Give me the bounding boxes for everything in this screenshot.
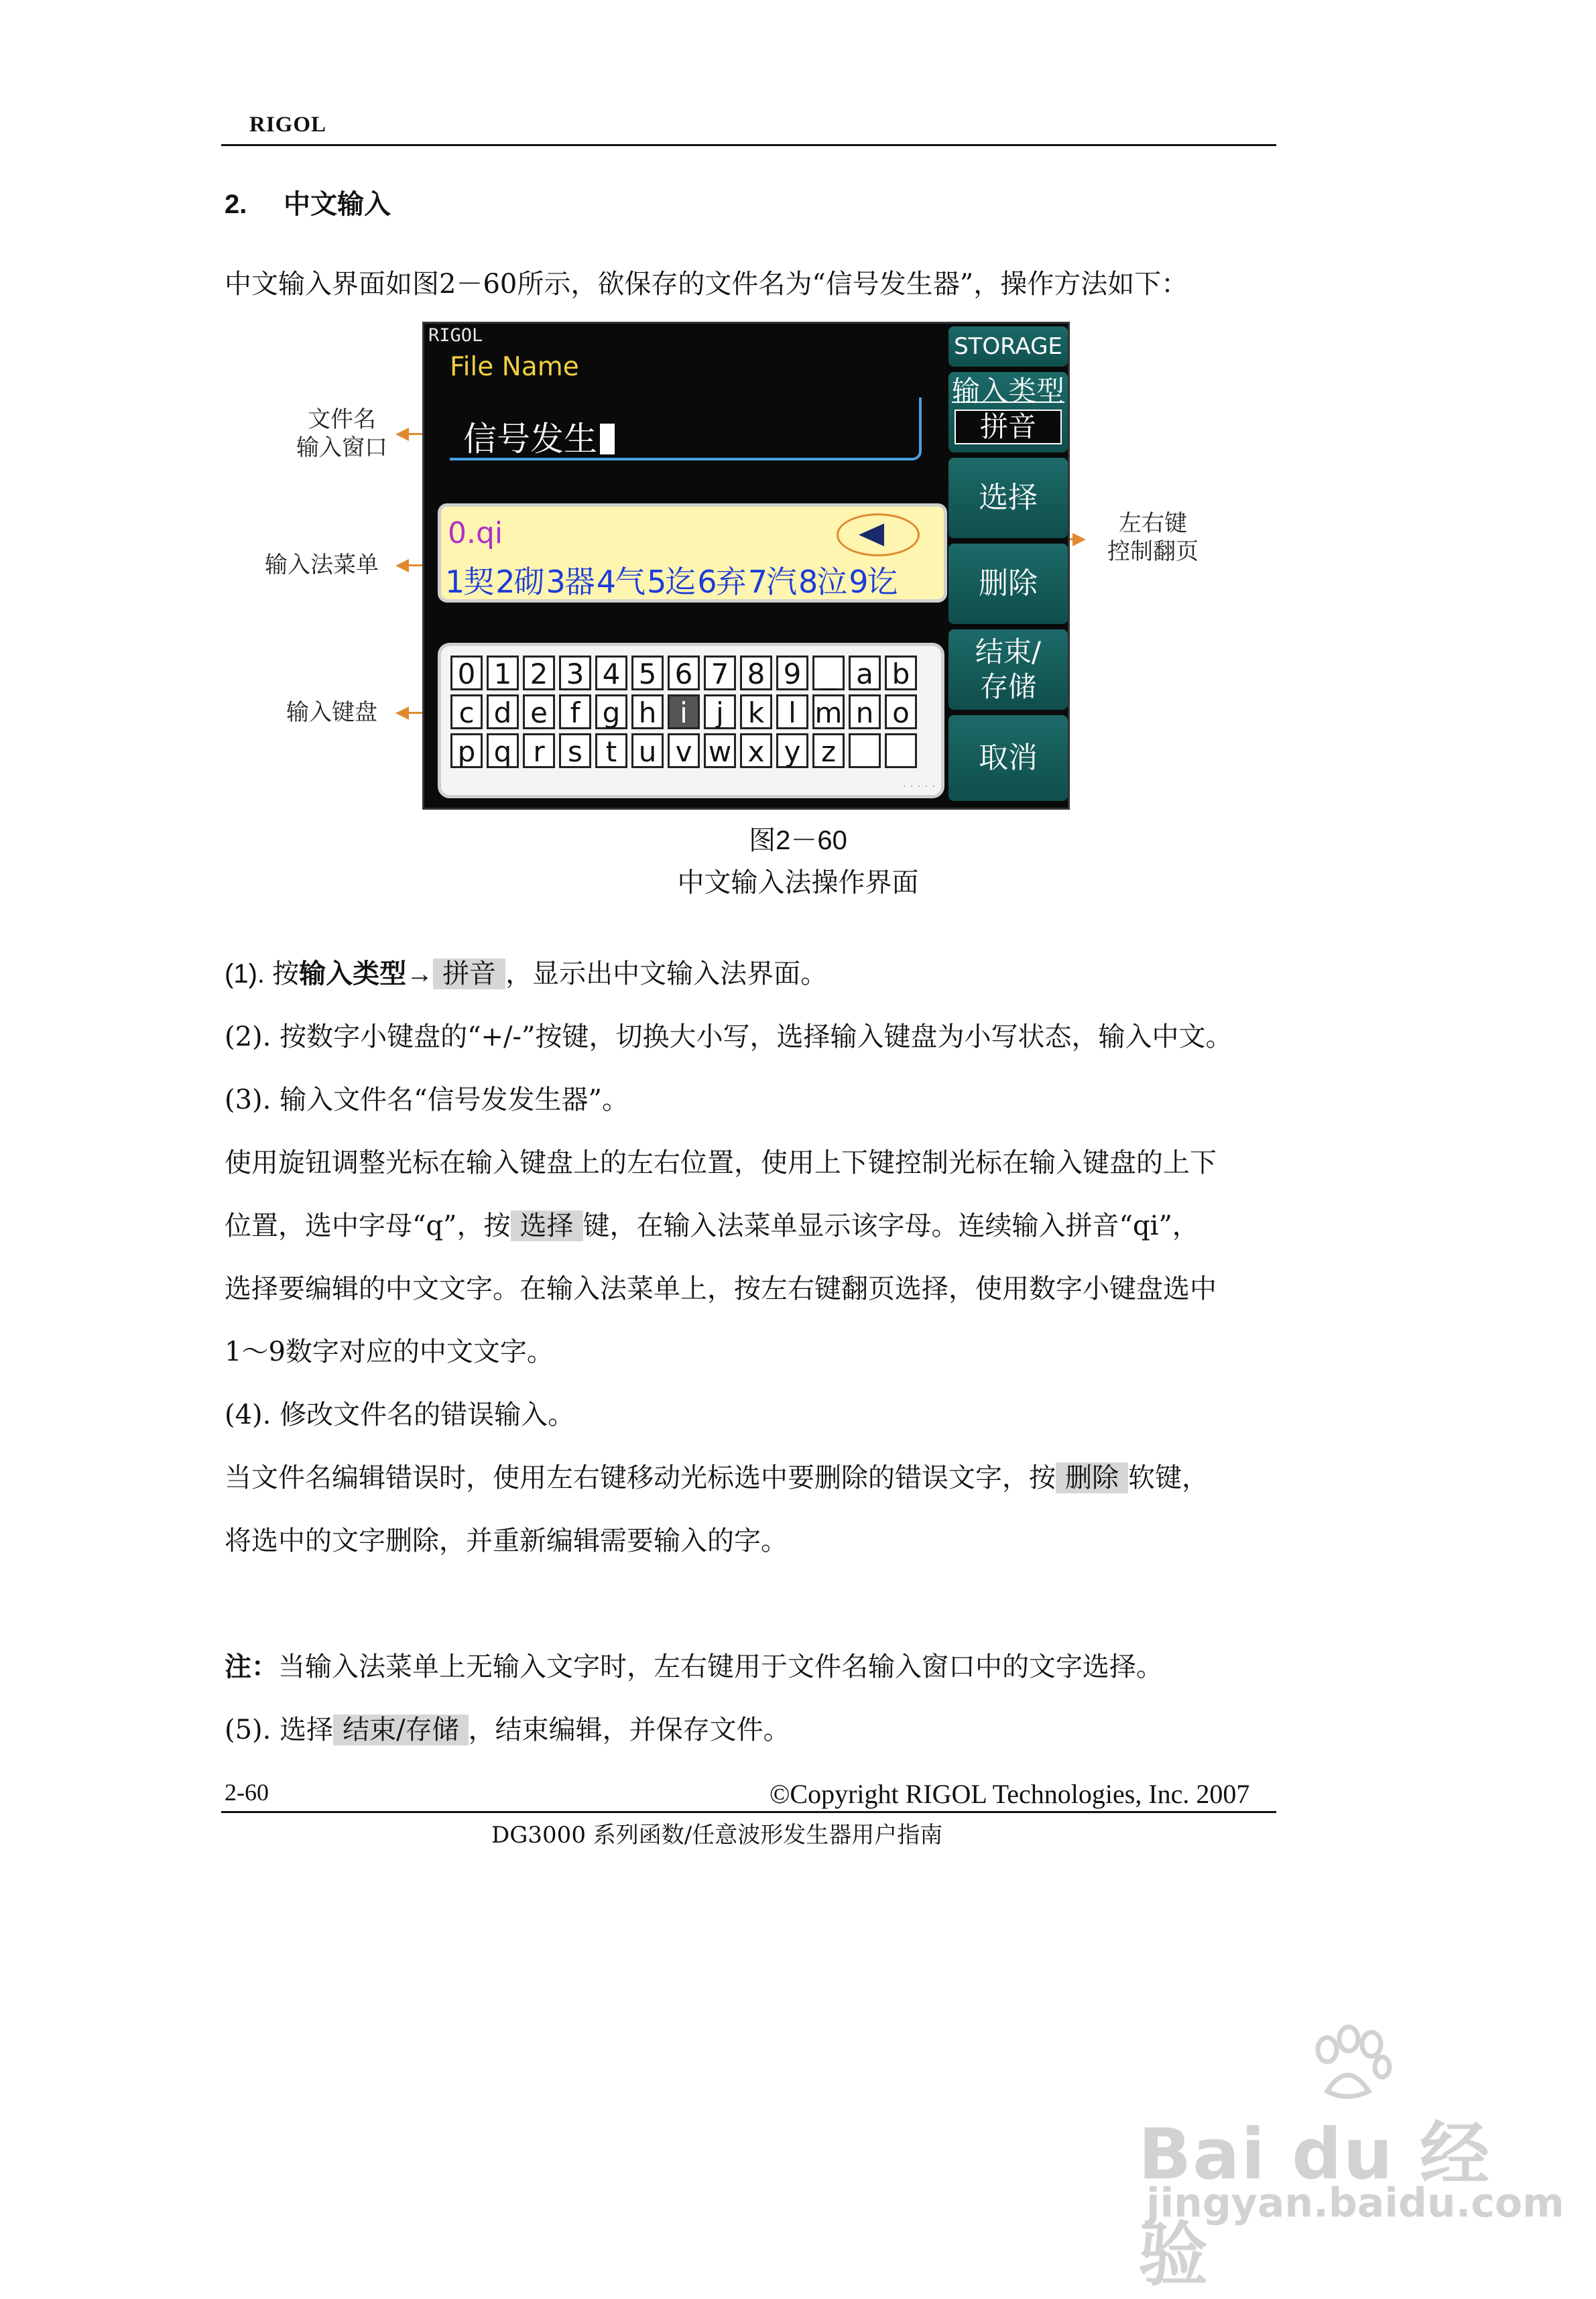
callout-input-menu: 输入法菜单 xyxy=(265,552,379,578)
keyboard-key[interactable]: 2 xyxy=(523,656,555,690)
keyboard-key[interactable]: y xyxy=(776,733,808,768)
keyboard-key[interactable]: c xyxy=(450,694,483,729)
keyboard-key[interactable]: t xyxy=(595,733,627,768)
keyboard-key[interactable]: e xyxy=(523,694,555,729)
arrow-right-icon: → xyxy=(406,959,434,989)
candidate[interactable]: 4气 xyxy=(596,564,645,600)
note-label: 注： xyxy=(225,1651,278,1682)
keyboard-key[interactable]: n xyxy=(849,694,881,729)
storage-menu-title: STORAGE xyxy=(948,326,1068,367)
input-type-softkey[interactable] xyxy=(948,372,1068,452)
candidate[interactable]: 6弃 xyxy=(697,564,745,600)
header-rule xyxy=(221,144,1276,146)
keyboard-key[interactable]: l xyxy=(776,694,808,729)
figure-number: 图2－60 xyxy=(749,826,847,855)
keyboard-key[interactable]: j xyxy=(704,694,736,729)
keyboard-key[interactable]: x xyxy=(740,733,772,768)
keyboard-key[interactable]: p xyxy=(450,733,483,768)
step-4-para-2: 将选中的文字删除，并重新编辑需要输入的字。 xyxy=(225,1526,788,1556)
manual-title: DG3000 系列函数/任意波形发生器用户指南 xyxy=(491,1822,943,1849)
step-5-suffix: ，结束编辑，并保存文件。 xyxy=(468,1715,790,1745)
input-keyboard xyxy=(438,643,944,798)
keyboard-dots: · · · · · xyxy=(902,782,936,792)
keyboard-key[interactable]: 1 xyxy=(487,656,519,690)
page-arrow-highlight xyxy=(837,513,920,556)
keyboard-key-blank[interactable] xyxy=(885,733,917,768)
softkey-column xyxy=(946,324,1070,808)
keyboard-key[interactable]: r xyxy=(523,733,555,768)
keyboard-key[interactable]: i xyxy=(668,694,700,729)
file-name-input-window[interactable] xyxy=(450,397,922,460)
step-4: (4). 修改文件名的错误输入。 xyxy=(225,1400,575,1430)
key-select: 选择 xyxy=(511,1210,583,1241)
step-4-para-1-suffix: 软键， xyxy=(1128,1463,1209,1493)
candidate[interactable]: 2砌 xyxy=(495,564,544,600)
keyboard-key[interactable]: a xyxy=(849,656,881,690)
keyboard-key[interactable]: g xyxy=(595,694,627,729)
candidate-list xyxy=(445,558,900,602)
keyboard-key[interactable]: v xyxy=(668,733,700,768)
keyboard-key[interactable]: 8 xyxy=(740,656,772,690)
candidate[interactable]: 9讫 xyxy=(849,564,897,600)
watermark-brand: Bai du 经验 xyxy=(1138,2113,1491,2296)
file-name-label: File Name xyxy=(450,352,579,382)
note xyxy=(225,1650,1163,1684)
keyboard-key[interactable]: o xyxy=(885,694,917,729)
step-4-para-1 xyxy=(225,1461,1209,1495)
keyboard-row xyxy=(450,733,917,768)
input-type-label: 输入类型 xyxy=(951,375,1064,408)
screen-logo: RIGOL xyxy=(428,325,483,346)
page-number: 2-60 xyxy=(225,1779,269,1806)
keyboard-key[interactable]: w xyxy=(704,733,736,768)
callout-lr-keys xyxy=(1093,509,1213,566)
keyboard-key[interactable]: 5 xyxy=(631,656,664,690)
pinyin-buffer: 0.qi xyxy=(448,516,503,550)
file-name-value: 信号发生 xyxy=(463,420,597,458)
step-3-para-2-suffix: 键，在输入法菜单显示该字母。连续输入拼音“qi”， xyxy=(582,1210,1199,1241)
copyright: ©Copyright RIGOL Technologies, Inc. 2007 xyxy=(770,1779,1250,1809)
keyboard-key[interactable]: h xyxy=(631,694,664,729)
keyboard-key[interactable]: 6 xyxy=(668,656,700,690)
step-5 xyxy=(225,1713,790,1747)
keyboard-key[interactable]: m xyxy=(812,694,845,729)
keyboard-key[interactable]: z xyxy=(812,733,845,768)
finish-store-line2: 存储 xyxy=(979,670,1036,703)
step-1-bold: 输入类型 xyxy=(299,959,407,989)
footer-rule xyxy=(221,1811,1276,1813)
callout-lr-line1: 左右键 xyxy=(1119,510,1187,537)
step-3-para-4: 1～9数字对应的中文文字。 xyxy=(225,1337,554,1367)
step-1-prefix: (1). 按 xyxy=(225,959,300,989)
figure-caption: 中文输入法操作界面 xyxy=(677,867,919,898)
section-title xyxy=(225,183,391,221)
note-text: 当输入法菜单上无输入文字时，左右键用于文件名输入窗口中的文字选择。 xyxy=(278,1652,1163,1682)
keyboard-key[interactable]: q xyxy=(487,733,519,768)
section-number: 2. xyxy=(225,190,247,219)
step-3-para-3: 选择要编辑的中文文字。在输入法菜单上，按左右键翻页选择，使用数字小键盘选中 xyxy=(225,1273,1217,1304)
finish-store-softkey[interactable] xyxy=(948,629,1068,710)
callout-filename-line2: 输入窗口 xyxy=(296,434,387,461)
watermark-url: jingyan.baidu.com xyxy=(1146,2180,1564,2227)
key-finish-store: 结束/存储 xyxy=(333,1715,468,1745)
section-title-text: 中文输入 xyxy=(284,190,391,219)
keyboard-key[interactable]: 3 xyxy=(559,656,591,690)
keyboard-key[interactable]: u xyxy=(631,733,664,768)
step-3-para-1: 使用旋钮调整光标在输入键盘上的左右位置，使用上下键控制光标在输入键盘的上下 xyxy=(225,1147,1217,1178)
step-3: (3). 输入文件名“信号发发生器”。 xyxy=(225,1084,629,1115)
step-3-para-2-prefix: 位置，选中字母“q”，按 xyxy=(225,1210,511,1241)
step-1 xyxy=(225,957,827,991)
step-2: (2). 按数字小键盘的“+/-”按键，切换大小写，选择输入键盘为小写状态，输入中文。 xyxy=(225,1021,1233,1052)
input-method-menu[interactable] xyxy=(438,503,947,603)
keyboard-key[interactable]: 9 xyxy=(776,656,808,690)
callout-lr-line2: 控制翻页 xyxy=(1107,538,1199,565)
text-cursor xyxy=(600,424,615,454)
key-delete: 删除 xyxy=(1056,1463,1128,1493)
callout-filename-line1: 文件名 xyxy=(308,406,376,433)
finish-store-line1: 结束/ xyxy=(975,635,1042,668)
keyboard-key[interactable]: k xyxy=(740,694,772,729)
arrowhead-icon xyxy=(395,428,409,441)
candidate[interactable]: 7汽 xyxy=(747,564,796,600)
left-arrow-icon[interactable] xyxy=(859,523,884,546)
arrowhead-icon xyxy=(395,706,409,720)
keyboard-key[interactable]: b xyxy=(885,656,917,690)
keyboard-key[interactable]: 0 xyxy=(450,656,483,690)
instrument-screen xyxy=(422,322,1070,810)
callout-filename xyxy=(282,406,402,462)
cancel-softkey[interactable]: 取消 xyxy=(948,715,1068,801)
candidate[interactable]: 1契 xyxy=(445,564,493,600)
candidate[interactable]: 8泣 xyxy=(798,564,847,600)
keyboard-key[interactable]: 7 xyxy=(704,656,736,690)
step-4-para-1-prefix: 当文件名编辑错误时，使用左右键移动光标选中要删除的错误文字，按 xyxy=(225,1463,1056,1493)
step-5-prefix: (5). 选择 xyxy=(225,1715,334,1745)
callout-keyboard: 输入键盘 xyxy=(286,699,377,726)
candidate[interactable]: 5迄 xyxy=(647,564,695,600)
keyboard-key[interactable]: s xyxy=(559,733,591,768)
keyboard-row xyxy=(450,694,917,729)
keyboard-key[interactable]: d xyxy=(487,694,519,729)
keyboard-key[interactable]: f xyxy=(559,694,591,729)
select-softkey[interactable]: 选择 xyxy=(948,458,1068,538)
keyboard-key[interactable]: _ xyxy=(812,656,845,690)
arrowhead-icon xyxy=(395,559,409,572)
file-name-value-wrap xyxy=(463,412,615,460)
key-pinyin: 拼音 xyxy=(433,958,505,989)
arrowhead-icon xyxy=(1072,533,1086,546)
step-1-suffix: ，显示出中文输入法界面。 xyxy=(505,958,828,989)
paw-logo-icon xyxy=(1307,2024,1394,2105)
candidate[interactable]: 3器 xyxy=(546,564,594,600)
intro-paragraph: 中文输入界面如图2－60所示，欲保存的文件名为“信号发生器”，操作方法如下： xyxy=(225,269,1188,300)
step-3-para-2 xyxy=(225,1209,1199,1243)
keyboard-key-blank[interactable] xyxy=(849,733,881,768)
baidu-watermark xyxy=(1133,2024,1564,2296)
keyboard-row xyxy=(450,656,917,690)
input-type-value: 拼音 xyxy=(955,410,1062,444)
keyboard-key[interactable]: 4 xyxy=(595,656,627,690)
header-brand: RIGOL xyxy=(249,113,327,137)
delete-softkey[interactable]: 删除 xyxy=(948,544,1068,624)
